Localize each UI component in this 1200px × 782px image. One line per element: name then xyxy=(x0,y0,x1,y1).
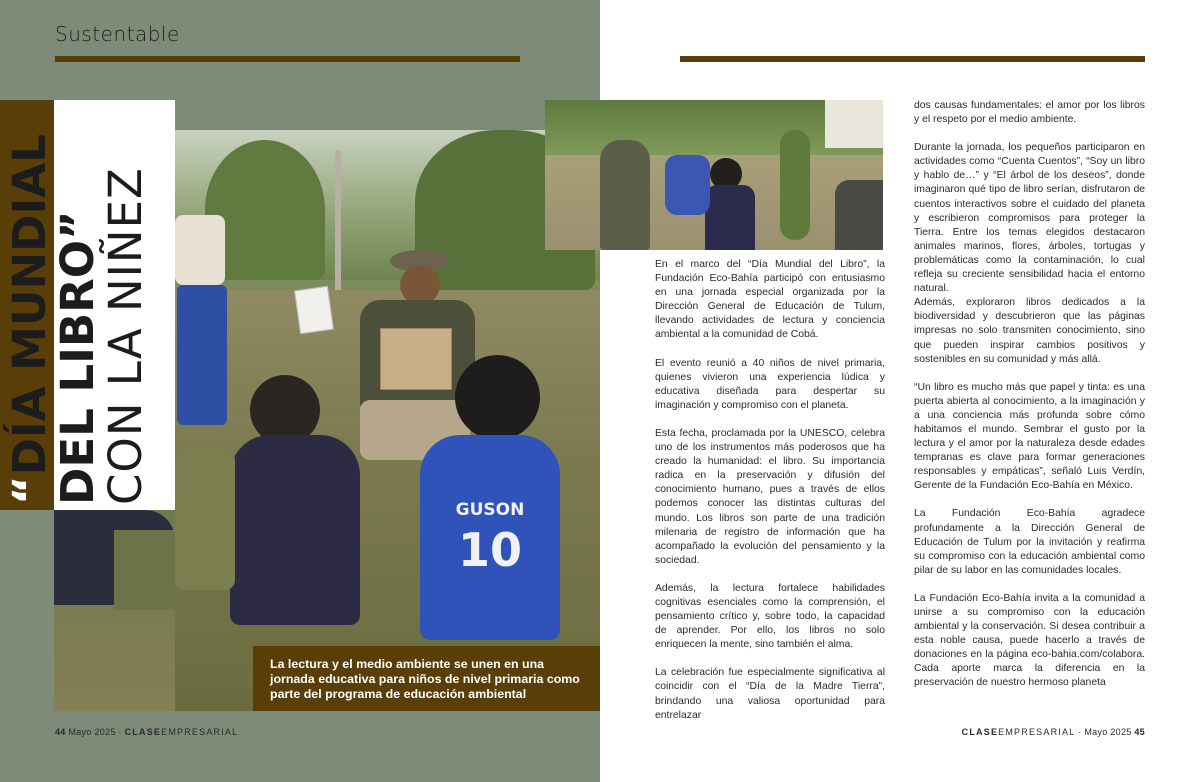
footer-brand-light: EMPRESARIAL xyxy=(161,727,239,737)
footer-separator: · xyxy=(1078,727,1082,737)
footer-separator: · xyxy=(118,727,122,737)
page-number-left: 44 xyxy=(55,727,66,737)
section-label: Sustentable xyxy=(55,22,180,46)
article-paragraph: Esta fecha, proclamada por la UNESCO, celebra uno de los instrumentos más poderosos que ha creado la humanidad: el libro. Su importancia radica en la preservación y difusión del conocimiento humano, pues a través de ellos podemos conocer las distintas culturas del mundo. Los libros son parte de una tradición milenaria de registro de información que ha acompañado la evolución del pensamiento y la sociedad. xyxy=(655,427,885,566)
footer-brand-light: EMPRESARIAL xyxy=(998,727,1076,737)
footer-date-left: Mayo 2025 xyxy=(68,727,116,737)
photo-child-edge xyxy=(175,450,235,590)
secondary-photo xyxy=(545,100,883,250)
header-rule-right xyxy=(680,56,1145,62)
footer-date-right: Mayo 2025 xyxy=(1084,727,1132,737)
photo-child-shirt xyxy=(705,185,755,250)
title-line-1-text: DÍA MUNDIAL xyxy=(3,134,56,476)
photo-cardboard xyxy=(380,328,452,390)
article-paragraph: dos causas fundamentales: el amor por los libros y el respeto por el medio ambiente. xyxy=(914,100,1145,126)
main-photo xyxy=(175,130,600,711)
photo-adult xyxy=(600,140,650,250)
title-line-3: CON LA NIÑEZ xyxy=(99,167,152,505)
footer-left xyxy=(55,727,238,737)
footer-brand-bold: CLASE xyxy=(124,727,162,737)
photo-pole xyxy=(335,150,341,310)
article-paragraph: La Fundación Eco-Bahía agradece profundamente a la Dirección General de Educación de Tulum por la invitación y reafirma su compromiso con la educación ambiental como pilar de su labor en las comunidades locales. xyxy=(914,508,1145,576)
header-rule-left xyxy=(55,56,520,62)
article-paragraph: El evento reunió a 40 niños de nivel primaria, quienes vivieron una experiencia lúdica y educativa diseñada para despertar su imaginación y compromiso con el planeta. xyxy=(655,357,885,411)
article-paragraph: Durante la jornada, los pequeños participaron en actividades como “Cuenta Cuentos”, “Soy un libro y hablo de…” y “El árbol de los deseos”, donde imaginaron qué tipo de libro serían, disfrutaron de cuentos interactivos sobre el cuidado del planeta y escribieron compromisos para proteger la Tierra. Entre los temas elegidos destacaron animales marinos, flores, árboles, tortugas y problemáticas como la contaminación, lo cual refleja su creciente sensibilidad hacia el entorno natural. xyxy=(914,142,1145,295)
article-paragraph: La celebración fue especialmente significativa al coincidir con el “Día de la Madre Tierra”, brindando una valiosa oportunidad para entrelazar xyxy=(655,667,885,721)
title-line-1 xyxy=(3,105,56,505)
photo-child-pants xyxy=(114,530,175,610)
article-paragraph: La Fundación Eco-Bahía invita a la comunidad a unirse a su compromiso con la educación ambiental y la conservación. Si desea contribuir a esta noble causa, puede hacerlo a través de donaciones en la página eco-bahia.com/colabora. Cada aporte marca la diferencia en la preservación de nuestro hermoso planeta xyxy=(914,592,1145,689)
photo-child-head xyxy=(455,355,540,440)
photo-person-jeans xyxy=(177,285,227,425)
photo-face xyxy=(400,265,440,305)
photo-child-shirt xyxy=(230,435,360,625)
footer-right xyxy=(962,727,1145,737)
photo-jersey-name: GUSON xyxy=(455,500,525,520)
title-line-2: DEL LIBRO” xyxy=(51,210,104,505)
page-number-right: 45 xyxy=(1134,727,1145,737)
main-photo-extension xyxy=(54,510,175,711)
article-paragraph: Además, la lectura fortalece habilidades cognitivas esenciales como la comprensión, el pensamiento crítico y, sobre todo, la capacidad de aprender. Por ello, los libros no solo enriquecen la mente, sino también el alma. xyxy=(655,582,885,651)
footer-brand-bold: CLASE xyxy=(961,727,999,737)
article-paragraph: “Un libro es mucho más que papel y tinta: es una puerta abierta al conocimiento, a la imaginación y a una conciencia más profunda sobre cómo habitamos el mundo. Sembrar el gusto por la lectura y el amor por la naturaleza desde edades tempranas es clave para formar generaciones responsables y empáticas”, señaló Luis Verdín, Gerente de la Fundación Eco-Bahía en México. xyxy=(914,381,1145,492)
article-column-2 xyxy=(914,99,1145,705)
photo-person xyxy=(835,180,883,250)
photo-person-blouse xyxy=(175,215,225,285)
title-open-quote: “ xyxy=(3,475,56,505)
photo-child-blue xyxy=(665,155,710,215)
article-column-1 xyxy=(655,258,885,737)
photo-caption: La lectura y el medio ambiente se unen en una jornada educativa para niños de nivel primaria como parte del programa de educación ambiental xyxy=(253,646,600,711)
title-block xyxy=(3,105,166,505)
article-paragraph: En el marco del “Día Mundial del Libro”, la Fundación Eco-Bahía participó con entusiasmo en una jornada especial organizada por la Dirección General de Educación de Tulum, llevando actividades de lectura y conciencia ambiental a la comunidad de Cobá. xyxy=(655,259,885,341)
photo-plant xyxy=(780,130,810,240)
article-paragraph: Además, exploraron libros dedicados a la biodiversidad y descubrieron que las páginas impresas no solo transmiten conocimiento, sino que pueden inspirar cambios positivos y sostenibles en su comunidad y más allá. xyxy=(914,297,1145,365)
photo-drawing-card xyxy=(294,286,334,334)
photo-building xyxy=(825,100,883,148)
photo-jersey-number: 10 xyxy=(457,523,522,577)
